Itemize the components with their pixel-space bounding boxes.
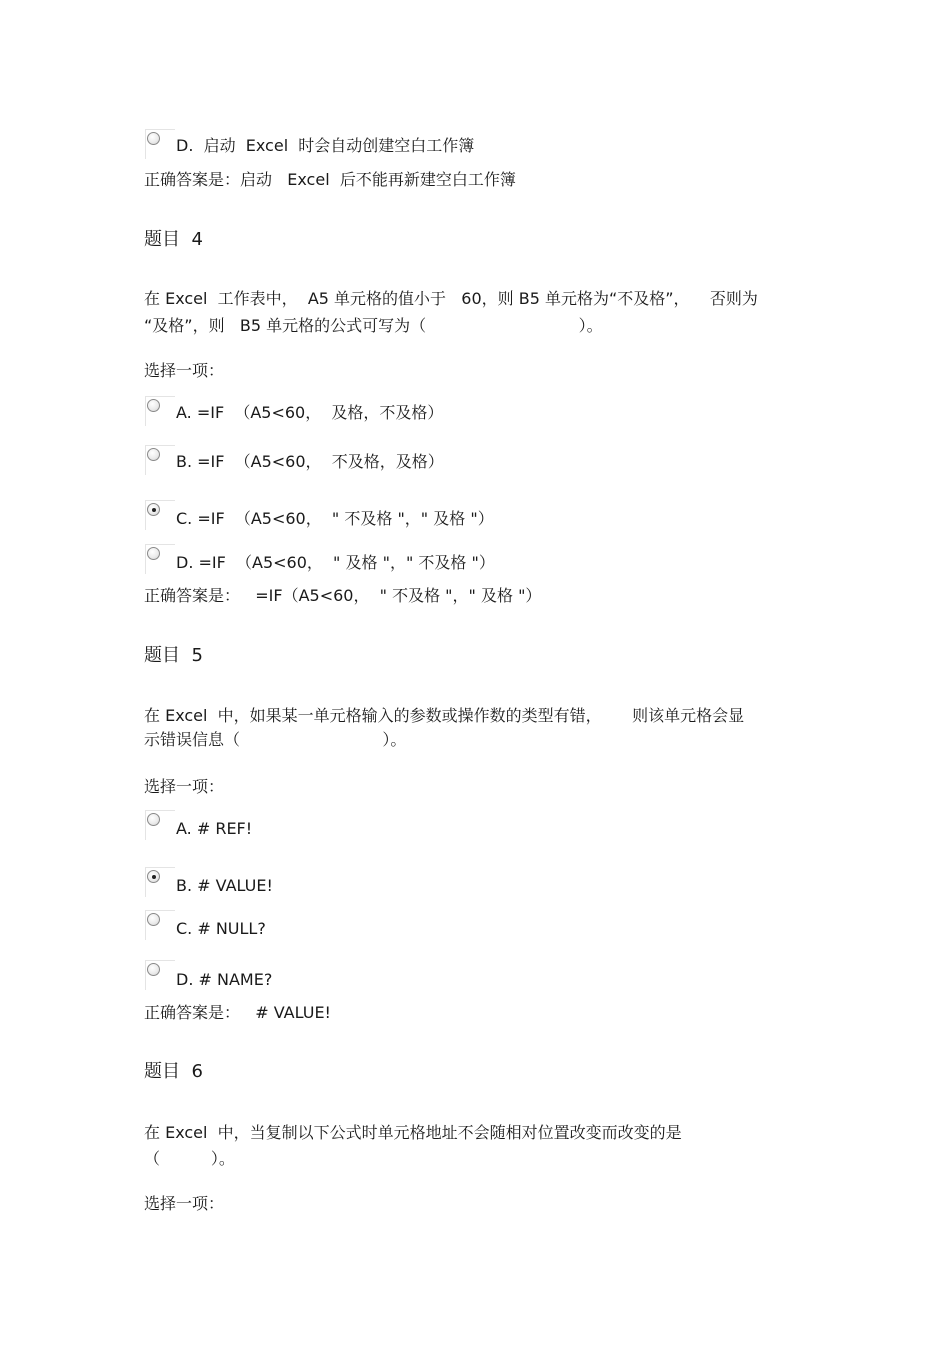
radio-selected-dot-icon	[152, 508, 156, 512]
radio-circle-icon	[147, 132, 160, 145]
q4-stem-line2: “及格”，则 B5 单元格的公式可写为（ ）。	[144, 316, 603, 335]
q4-option-d: D. =IF （A5<60， " 及格 "，" 不及格 "）	[176, 553, 495, 572]
q5-correct-answer: 正确答案是： # VALUE!	[144, 1003, 331, 1022]
radio-circle-icon	[147, 870, 160, 883]
radio-circle-icon	[147, 547, 160, 560]
radio-circle-icon	[147, 399, 160, 412]
q5-option-b: B. # VALUE!	[176, 876, 273, 895]
radio-circle-icon	[147, 448, 160, 461]
q6-title: 题目 6	[144, 1061, 203, 1082]
q3-option-d: D. 启动 Excel 时会自动创建空白工作簿	[176, 136, 475, 155]
radio-circle-icon	[147, 503, 160, 516]
radio-q3-d[interactable]	[145, 129, 175, 159]
q4-prompt: 选择一项：	[144, 361, 225, 380]
q6-stem-line2: （ ）。	[144, 1149, 235, 1168]
radio-q4-b[interactable]	[145, 445, 175, 475]
radio-q5-a[interactable]	[145, 810, 175, 840]
radio-q4-a[interactable]	[145, 396, 175, 426]
q4-stem-line1: 在 Excel 工作表中， A5 单元格的值小于 60，则 B5 单元格为“不及格”， 否则为	[144, 289, 758, 308]
radio-q4-c[interactable]	[145, 500, 175, 530]
q6-stem-line1: 在 Excel 中，当复制以下公式时单元格地址不会随相对位置改变而改变的是	[144, 1123, 682, 1142]
q4-option-b: B. =IF （A5<60， 不及格，及格）	[176, 452, 444, 471]
radio-circle-icon	[147, 913, 160, 926]
radio-selected-dot-icon	[152, 875, 156, 879]
q3-correct-answer: 正确答案是：启动 Excel 后不能再新建空白工作簿	[144, 170, 516, 189]
radio-q5-b[interactable]	[145, 867, 175, 897]
q5-stem-line2: 示错误信息（ ）。	[144, 730, 407, 749]
q5-option-c: C. # NULL?	[176, 919, 266, 938]
q4-title: 题目 4	[144, 229, 203, 250]
radio-circle-icon	[147, 963, 160, 976]
q4-option-c: C. =IF （A5<60， " 不及格 "，" 及格 "）	[176, 509, 494, 528]
radio-q5-c[interactable]	[145, 910, 175, 940]
q4-option-a: A. =IF （A5<60， 及格，不及格）	[176, 403, 444, 422]
radio-q4-d[interactable]	[145, 544, 175, 574]
q5-option-a: A. # REF!	[176, 819, 253, 838]
radio-circle-icon	[147, 813, 160, 826]
q5-title: 题目 5	[144, 645, 203, 666]
q5-prompt: 选择一项：	[144, 777, 225, 796]
q5-option-d: D. # NAME?	[176, 970, 273, 989]
q6-prompt: 选择一项：	[144, 1194, 225, 1213]
q4-correct-answer: 正确答案是： =IF（A5<60， " 不及格 "，" 及格 "）	[144, 586, 542, 605]
radio-q5-d[interactable]	[145, 960, 175, 990]
q5-stem-line1: 在 Excel 中，如果某一单元格输入的参数或操作数的类型有错， 则该单元格会显	[144, 706, 745, 725]
